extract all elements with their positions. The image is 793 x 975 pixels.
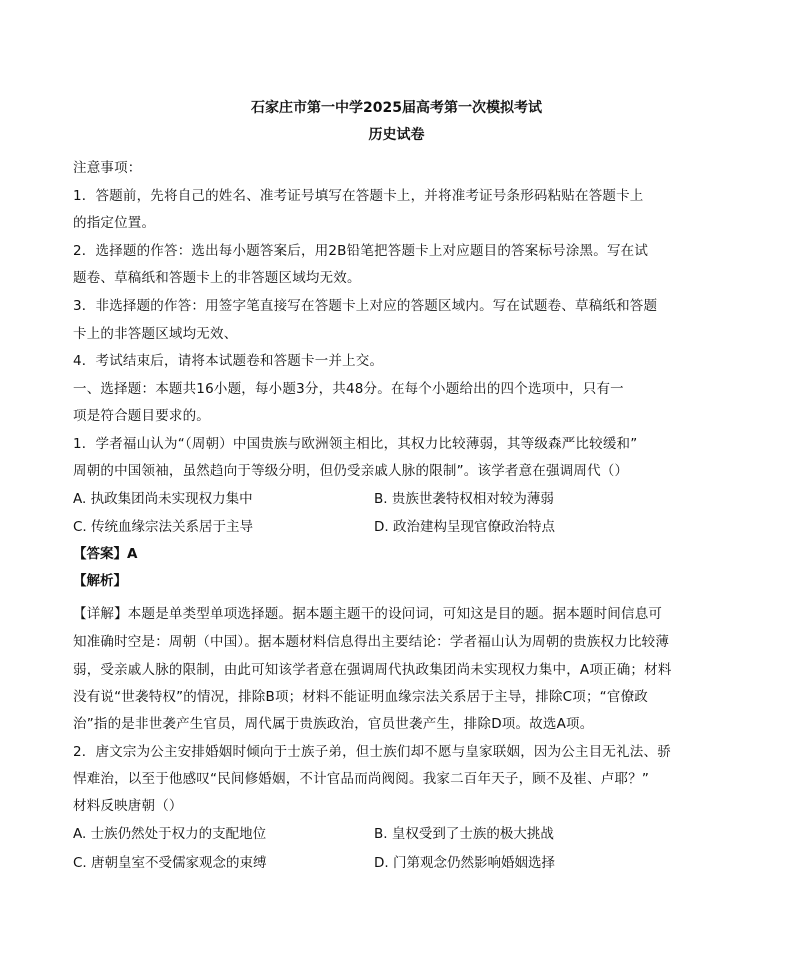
question-1-stem: 周朝的中国领袖，虽然趋向于等级分明，但仍受亲戚人脉的限制”。该学者意在强调周代（）: [73, 463, 629, 479]
notice-line: 1．答题前，先将自己的姓名、准考证号填写在答题卡上，并将准考证号条形码粘贴在答题卡上: [73, 188, 644, 204]
notice-line: 2．选择题的作答：选出每小题答案后，用2B铅笔把答题卡上对应题目的答案标号涂黑。写在试: [73, 243, 649, 259]
notice-line: 题卷、草稿纸和答题卡上的非答题区域均无效。: [73, 270, 361, 286]
question-2-stem: 材料反映唐朝（）: [73, 798, 183, 814]
notice-heading: 注意事项：: [73, 160, 142, 176]
notice-line: 3．非选择题的作答：用签字笔直接写在答题卡上对应的答题区域内。写在试题卷、草稿纸和答题: [73, 298, 658, 314]
section-instruction: 一、选择题：本题共16小题，每小题3分，共48分。在每个小题给出的四个选项中，只有一: [73, 381, 624, 397]
exam-title: 石家庄市第一中学2025届高考第一次模拟考试: [251, 100, 542, 116]
q1-option-a: A. 执政集团尚未实现权力集中: [73, 491, 253, 507]
q1-analysis-label: 【解析】: [73, 573, 127, 589]
q1-option-b: B. 贵族世袭特权相对较为薄弱: [374, 491, 554, 507]
notice-line: 4．考试结束后，请将本试题卷和答题卡一并上交。: [73, 353, 384, 369]
section-instruction: 项是符合题目要求的。: [73, 408, 210, 424]
q1-detail-line: 没有说“世袭特权”的情况，排除B项；材料不能证明血缘宗法关系居于主导，排除C项；“官僚政: [73, 689, 648, 705]
q2-option-a: A. 士族仍然处于权力的支配地位: [73, 826, 267, 842]
q1-detail-line: 治”指的是非世袭产生官员，周代属于贵族政治，官员世袭产生，排除D项。故选A项。: [73, 716, 594, 732]
q1-detail-line: 【详解】本题是单类型单项选择题。据本题主题干的设问词，可知这是目的题。据本题时间信息可: [73, 606, 663, 622]
notice-line: 的指定位置。: [73, 215, 156, 231]
q2-option-b: B. 皇权受到了士族的极大挑战: [374, 826, 554, 842]
q1-option-c: C. 传统血缘宗法关系居于主导: [73, 519, 254, 535]
q1-option-d: D. 政治建构呈现官僚政治特点: [374, 519, 555, 535]
question-2-stem: 2．唐文宗为公主安排婚姻时倾向于士族子弟，但士族们却不愿与皇家联姻，因为公主目无礼法、骄: [73, 744, 671, 760]
question-1-stem: 1．学者福山认为“（周朝）中国贵族与欧洲领主相比，其权力比较薄弱，其等级森严比较缓和”: [73, 436, 638, 452]
notice-line: 卡上的非答题区域均无效、: [73, 326, 238, 342]
question-2-stem: 悍难治，以至于他感叹“民间修婚姻，不计官品而尚阀阅。我家二百年天子，顾不及崔、卢耶？”: [73, 771, 650, 787]
q1-detail-line: 弱，受亲戚人脉的限制，由此可知该学者意在强调周代执政集团尚未实现权力集中，A项正确；材料: [73, 662, 672, 678]
q2-option-d: D. 门第观念仍然影响婚姻选择: [374, 855, 555, 871]
exam-subtitle: 历史试卷: [368, 127, 425, 143]
q1-answer: 【答案】A: [73, 546, 138, 562]
q2-option-c: C. 唐朝皇室不受儒家观念的束缚: [73, 855, 267, 871]
q1-detail-line: 知准确时空是：周朝（中国）。据本题材料信息得出主要结论：学者福山认为周朝的贵族权力比较薄: [73, 634, 670, 650]
